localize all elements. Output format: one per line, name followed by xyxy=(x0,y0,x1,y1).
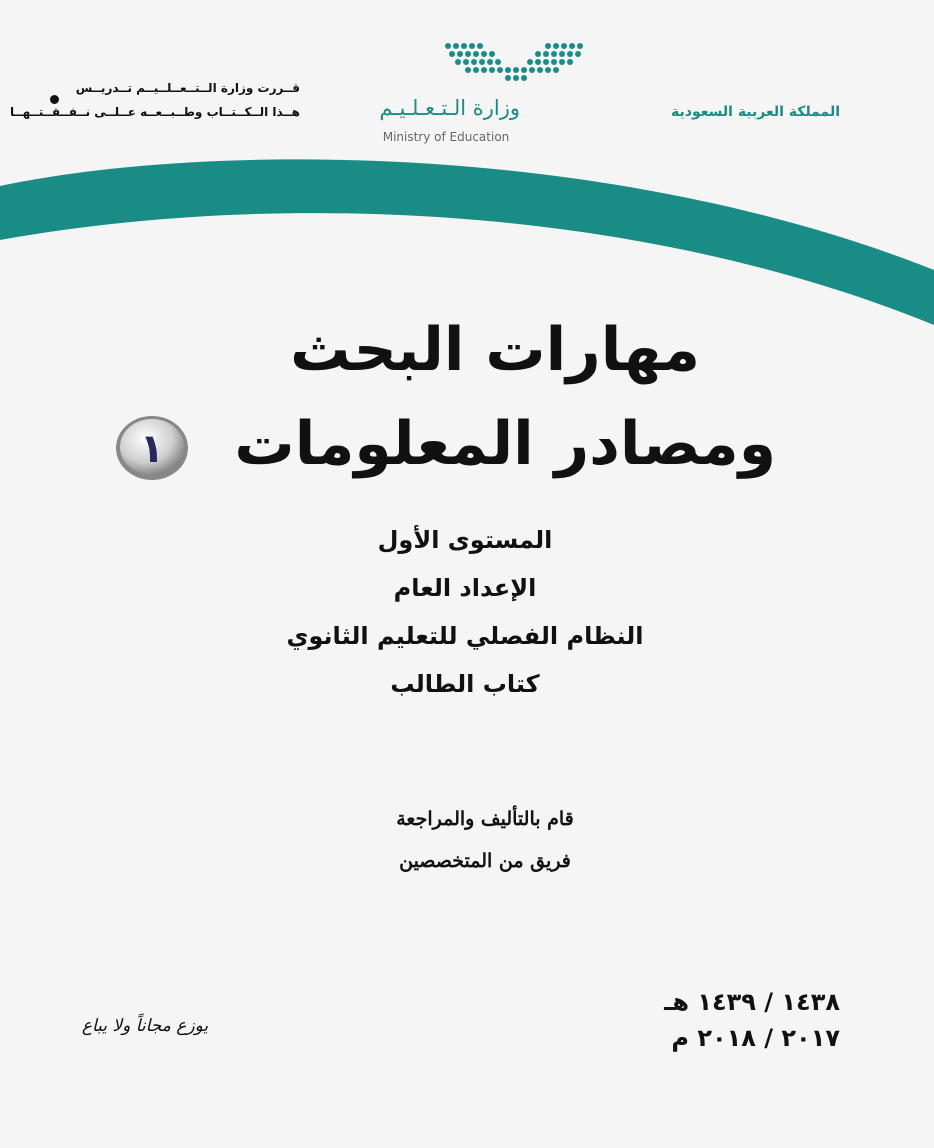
approval-note-line-1: قــررت وزارة الــتــعــلــيــم تــدريــس xyxy=(75,81,300,95)
bullet-dot-icon xyxy=(50,95,59,104)
book-type-label: كتاب الطالب xyxy=(390,670,540,698)
book-title-line-2: ومصادر المعلومات xyxy=(234,409,776,479)
hijri-year: ١٤٣٨ / ١٤٣٩ هـ xyxy=(664,988,840,1016)
gregorian-year: ٢٠١٧ / ٢٠١٨ م xyxy=(671,1024,840,1052)
header-swoosh-band xyxy=(0,150,934,330)
system-label: النظام الفصلي للتعليم الثانوي xyxy=(286,622,644,650)
ministry-name-english: Ministry of Education xyxy=(382,130,510,144)
free-distribution-note: يوزع مجاناً ولا يباع xyxy=(81,1016,209,1036)
credits-line-1: قام بالتأليف والمراجعة xyxy=(396,808,574,830)
credits-block xyxy=(300,798,670,882)
approval-note-line-2: هــذا الــكــتــاب وطــبــعــه عــلــى نــفــقــتــهــا xyxy=(9,105,300,119)
level-label: المستوى الأول xyxy=(377,526,553,554)
ministry-name-arabic: وزارة الـتـعـلـيـم xyxy=(379,96,520,120)
approval-note xyxy=(9,76,300,124)
edition-years xyxy=(640,984,840,1056)
track-label: الإعداد العام xyxy=(393,574,537,602)
book-title-line-1: مهارات البحث xyxy=(290,315,700,385)
subtitle-block xyxy=(180,516,750,708)
volume-number: ١ xyxy=(139,426,165,472)
kingdom-name: المملكة العربية السعودية xyxy=(671,104,840,120)
volume-number-badge xyxy=(114,412,190,482)
credits-line-2: فريق من المتخصصين xyxy=(399,850,571,872)
